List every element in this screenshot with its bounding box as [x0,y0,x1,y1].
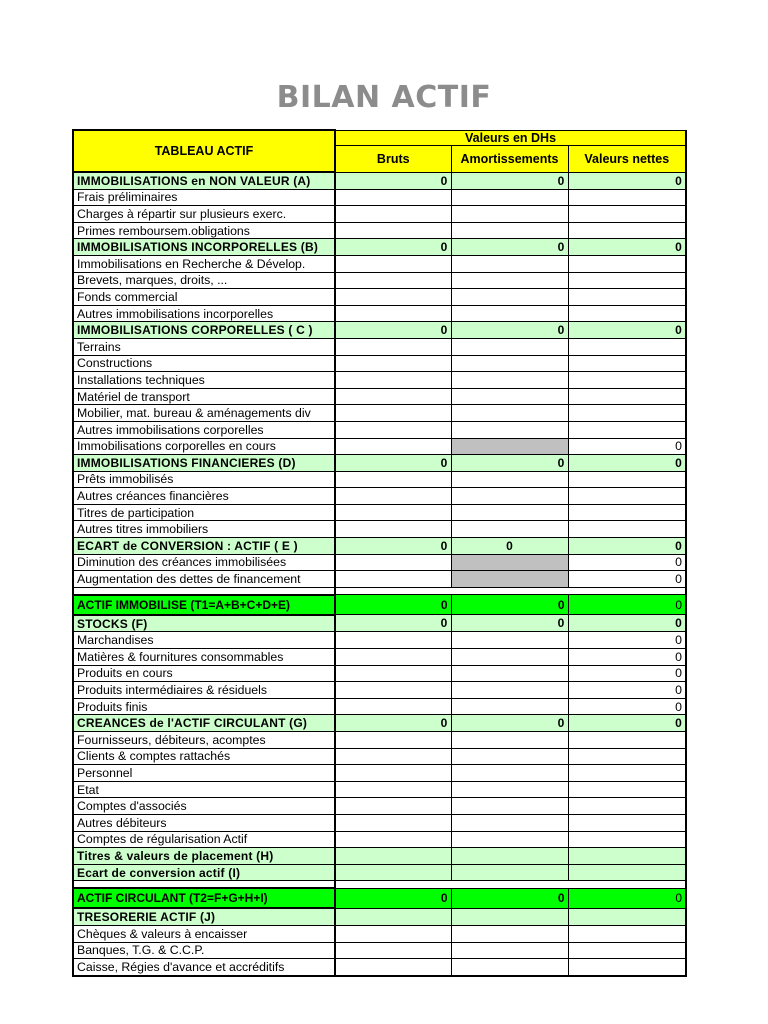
table-row [73,814,686,831]
valeurs-nettes-cell: 0 [568,632,686,649]
table-row [73,554,686,571]
row-label: Comptes d'associés [73,798,335,815]
row-label: ECART de CONVERSION : ACTIF ( E ) [73,538,335,555]
amortissements-cell [451,289,568,306]
bruts-cell [335,405,451,422]
bruts-cell [335,925,451,942]
table-row [73,206,686,223]
spacer-cell [451,881,568,889]
bruts-cell [335,355,451,372]
bruts-cell [335,421,451,438]
bruts-cell [335,255,451,272]
table-row [73,272,686,289]
amortissements-cell [451,814,568,831]
row-label: ACTIF IMMOBILISE (T1=A+B+C+D+E) [73,595,335,615]
valeurs-nettes-cell [568,942,686,959]
valeurs-nettes-cell [568,748,686,765]
bruts-cell [335,571,451,588]
valeurs-nettes-cell [568,864,686,881]
page-title: BILAN ACTIF [276,80,492,115]
section-row [73,172,686,189]
valeurs-nettes-cell: 0 [568,888,686,908]
table-row [73,925,686,942]
valeurs-nettes-cell [568,222,686,239]
table-row [73,388,686,405]
section-row [73,715,686,732]
table-row [73,732,686,749]
row-label: Immobilisations corporelles en cours [73,438,335,455]
amortissements-cell [451,781,568,798]
amortissements-cell [451,848,568,865]
row-label: Personnel [73,765,335,782]
table-row [73,682,686,699]
row-label: STOCKS (F) [73,615,335,632]
valeurs-nettes-cell [568,521,686,538]
amortissements-cell [451,698,568,715]
table-row [73,632,686,649]
bruts-cell [335,471,451,488]
table-row [73,831,686,848]
row-label: Terrains [73,338,335,355]
amortissements-cell [451,959,568,976]
col-header-valeurs-nettes: Valeurs nettes [568,145,686,172]
table-row [73,959,686,976]
bruts-cell [335,682,451,699]
bruts-cell: 0 [335,715,451,732]
valeurs-nettes-cell: 0 [568,554,686,571]
amortissements-cell [451,405,568,422]
bruts-cell: 0 [335,455,451,472]
table-row [73,649,686,666]
bruts-cell: 0 [335,538,451,555]
row-label: IMMOBILISATIONS en NON VALEUR (A) [73,172,335,189]
table-row [73,698,686,715]
amortissements-cell [451,554,568,571]
table-row [73,504,686,521]
bruts-cell [335,554,451,571]
amortissements-cell [451,272,568,289]
spacer-cell [335,587,451,595]
amortissements-cell [451,421,568,438]
bruts-cell [335,372,451,389]
total-row [73,595,686,615]
bruts-cell [335,521,451,538]
valeurs-nettes-cell [568,732,686,749]
row-label: Installations techniques [73,372,335,389]
table-row [73,765,686,782]
row-label: Produits finis [73,698,335,715]
row-label: IMMOBILISATIONS CORPORELLES ( C ) [73,322,335,339]
bilan-actif-table [72,129,687,977]
spacer-cell [335,881,451,889]
amortissements-cell: 0 [451,538,568,555]
bruts-cell [335,289,451,306]
row-label: Charges à répartir sur plusieurs exerc. [73,206,335,223]
row-label: Prêts immobilisés [73,471,335,488]
section-row [73,239,686,256]
valeurs-nettes-cell [568,959,686,976]
section-row [73,455,686,472]
bruts-cell [335,814,451,831]
amortissements-cell [451,765,568,782]
valeurs-nettes-cell [568,272,686,289]
row-label: Matériel de transport [73,388,335,405]
header-row-1 [73,130,686,145]
bruts-cell [335,732,451,749]
spacer-cell [568,587,686,595]
row-label: Diminution des créances immobilisées [73,554,335,571]
amortissements-cell [451,942,568,959]
table-row [73,781,686,798]
table-row [73,405,686,422]
table-row [73,942,686,959]
row-label: Comptes de régularisation Actif [73,831,335,848]
row-label: Clients & comptes rattachés [73,748,335,765]
row-label: Fournisseurs, débiteurs, acomptes [73,732,335,749]
amortissements-cell [451,682,568,699]
amortissements-cell [451,521,568,538]
table-row [73,488,686,505]
valeurs-nettes-cell [568,781,686,798]
valeurs-nettes-cell: 0 [568,698,686,715]
col-header-bruts: Bruts [335,145,451,172]
bruts-cell [335,388,451,405]
bruts-cell [335,765,451,782]
amortissements-cell: 0 [451,322,568,339]
bruts-cell [335,798,451,815]
amortissements-cell [451,864,568,881]
amortissements-cell [451,471,568,488]
row-label: Autres immobilisations incorporelles [73,305,335,322]
valeurs-nettes-cell [568,189,686,206]
amortissements-cell [451,438,568,455]
amortissements-cell [451,908,568,925]
row-label: Primes remboursem.obligations [73,222,335,239]
valeurs-nettes-cell: 0 [568,571,686,588]
row-label: Brevets, marques, droits, ... [73,272,335,289]
valeurs-nettes-cell: 0 [568,322,686,339]
amortissements-cell [451,649,568,666]
row-label: Matières & fournitures consommables [73,649,335,666]
row-label: Constructions [73,355,335,372]
bruts-cell [335,698,451,715]
amortissements-cell [451,732,568,749]
amortissements-cell [451,632,568,649]
bruts-cell [335,189,451,206]
row-label: Immobilisations en Recherche & Dévelop. [73,255,335,272]
table-row [73,571,686,588]
valeurs-nettes-cell [568,488,686,505]
bruts-cell [335,632,451,649]
spacer-row [73,881,686,889]
amortissements-cell [451,831,568,848]
table-row [73,471,686,488]
valeurs-nettes-cell [568,206,686,223]
section-row [73,908,686,925]
bruts-cell [335,942,451,959]
amortissements-cell [451,488,568,505]
row-label: IMMOBILISATIONS INCORPORELLES (B) [73,239,335,256]
balance-sheet [72,129,685,977]
section-row [73,848,686,865]
valeurs-nettes-cell [568,372,686,389]
row-label: Fonds commercial [73,289,335,306]
amortissements-cell [451,255,568,272]
amortissements-cell [451,504,568,521]
section-row [73,864,686,881]
table-row [73,421,686,438]
valeurs-nettes-cell [568,504,686,521]
bruts-cell [335,504,451,521]
bruts-cell [335,488,451,505]
amortissements-cell [451,372,568,389]
bruts-cell [335,272,451,289]
row-label: Autres titres immobiliers [73,521,335,538]
bruts-cell [335,438,451,455]
row-label: Autres créances financières [73,488,335,505]
table-row [73,748,686,765]
row-label: Autres débiteurs [73,814,335,831]
valeurs-nettes-cell [568,471,686,488]
valeurs-nettes-cell: 0 [568,595,686,615]
bruts-cell: 0 [335,888,451,908]
section-row [73,615,686,632]
amortissements-cell [451,665,568,682]
bruts-cell [335,665,451,682]
table-row [73,372,686,389]
spacer-row [73,587,686,595]
valeurs-nettes-cell [568,255,686,272]
bruts-cell [335,206,451,223]
table-row [73,665,686,682]
bruts-cell: 0 [335,239,451,256]
section-row [73,322,686,339]
spacer-cell [73,881,335,889]
table-label-cell: TABLEAU ACTIF [73,130,335,172]
bruts-cell [335,305,451,322]
valeurs-nettes-cell: 0 [568,455,686,472]
bruts-cell [335,908,451,925]
bruts-cell [335,848,451,865]
valeurs-nettes-cell: 0 [568,538,686,555]
amortissements-cell: 0 [451,888,568,908]
row-label: Marchandises [73,632,335,649]
spacer-cell [568,881,686,889]
table-row [73,289,686,306]
amortissements-cell [451,925,568,942]
section-row [73,538,686,555]
amortissements-cell: 0 [451,239,568,256]
valeurs-nettes-cell [568,355,686,372]
bruts-cell [335,864,451,881]
amortissements-cell: 0 [451,595,568,615]
amortissements-cell [451,748,568,765]
row-label: Autres immobilisations corporelles [73,421,335,438]
bruts-cell [335,831,451,848]
table-row [73,189,686,206]
valeurs-nettes-cell: 0 [568,715,686,732]
table-row [73,521,686,538]
amortissements-cell [451,189,568,206]
table-row [73,222,686,239]
valeurs-nettes-cell [568,405,686,422]
valeurs-nettes-cell [568,338,686,355]
bruts-cell: 0 [335,172,451,189]
valeurs-nettes-cell [568,798,686,815]
amortissements-cell [451,206,568,223]
table-row [73,798,686,815]
row-label: IMMOBILISATIONS FINANCIERES (D) [73,455,335,472]
valeurs-nettes-cell: 0 [568,615,686,632]
valeurs-nettes-cell: 0 [568,438,686,455]
row-label: Titres de participation [73,504,335,521]
bruts-cell [335,649,451,666]
row-label: Etat [73,781,335,798]
table-row [73,305,686,322]
row-label: ACTIF CIRCULANT (T2=F+G+H+I) [73,888,335,908]
table-row [73,338,686,355]
bruts-cell [335,748,451,765]
bruts-cell: 0 [335,615,451,632]
col-header-amortissements: Amortissements [451,145,568,172]
valeurs-nettes-cell [568,814,686,831]
valeurs-nettes-cell: 0 [568,682,686,699]
bruts-cell [335,959,451,976]
table-row [73,355,686,372]
row-label: Produits en cours [73,665,335,682]
amortissements-cell [451,388,568,405]
row-label: Frais préliminaires [73,189,335,206]
amortissements-cell [451,305,568,322]
amortissements-cell: 0 [451,172,568,189]
bruts-cell [335,338,451,355]
row-label: Chèques & valeurs à encaisser [73,925,335,942]
bruts-cell [335,781,451,798]
total-row [73,888,686,908]
valeurs-nettes-cell [568,388,686,405]
row-label: TRESORERIE ACTIF (J) [73,908,335,925]
bruts-cell [335,222,451,239]
row-label: Caisse, Régies d'avance et accréditifs [73,959,335,976]
table-row [73,438,686,455]
table-body [73,172,686,976]
valeurs-nettes-cell [568,421,686,438]
valeurs-nettes-cell: 0 [568,172,686,189]
row-label: Ecart de conversion actif (I) [73,864,335,881]
bruts-cell: 0 [335,322,451,339]
valeurs-nettes-cell: 0 [568,649,686,666]
amortissements-cell [451,571,568,588]
amortissements-cell: 0 [451,615,568,632]
amortissements-cell: 0 [451,455,568,472]
amortissements-cell: 0 [451,715,568,732]
table-row [73,255,686,272]
spacer-cell [451,587,568,595]
amortissements-cell [451,798,568,815]
row-label: Augmentation des dettes de financement [73,571,335,588]
row-label: Banques, T.G. & C.C.P. [73,942,335,959]
valeurs-nettes-cell [568,831,686,848]
row-label: Produits intermédiaires & résiduels [73,682,335,699]
currency-group-header: Valeurs en DHs [335,130,686,145]
row-label: CREANCES de l'ACTIF CIRCULANT (G) [73,715,335,732]
amortissements-cell [451,338,568,355]
amortissements-cell [451,355,568,372]
row-label: Titres & valeurs de placement (H) [73,848,335,865]
spacer-cell [73,587,335,595]
valeurs-nettes-cell: 0 [568,665,686,682]
bruts-cell: 0 [335,595,451,615]
valeurs-nettes-cell [568,848,686,865]
amortissements-cell [451,222,568,239]
valeurs-nettes-cell: 0 [568,239,686,256]
valeurs-nettes-cell [568,289,686,306]
row-label: Mobilier, mat. bureau & aménagements div [73,405,335,422]
valeurs-nettes-cell [568,765,686,782]
valeurs-nettes-cell [568,908,686,925]
valeurs-nettes-cell [568,305,686,322]
valeurs-nettes-cell [568,925,686,942]
